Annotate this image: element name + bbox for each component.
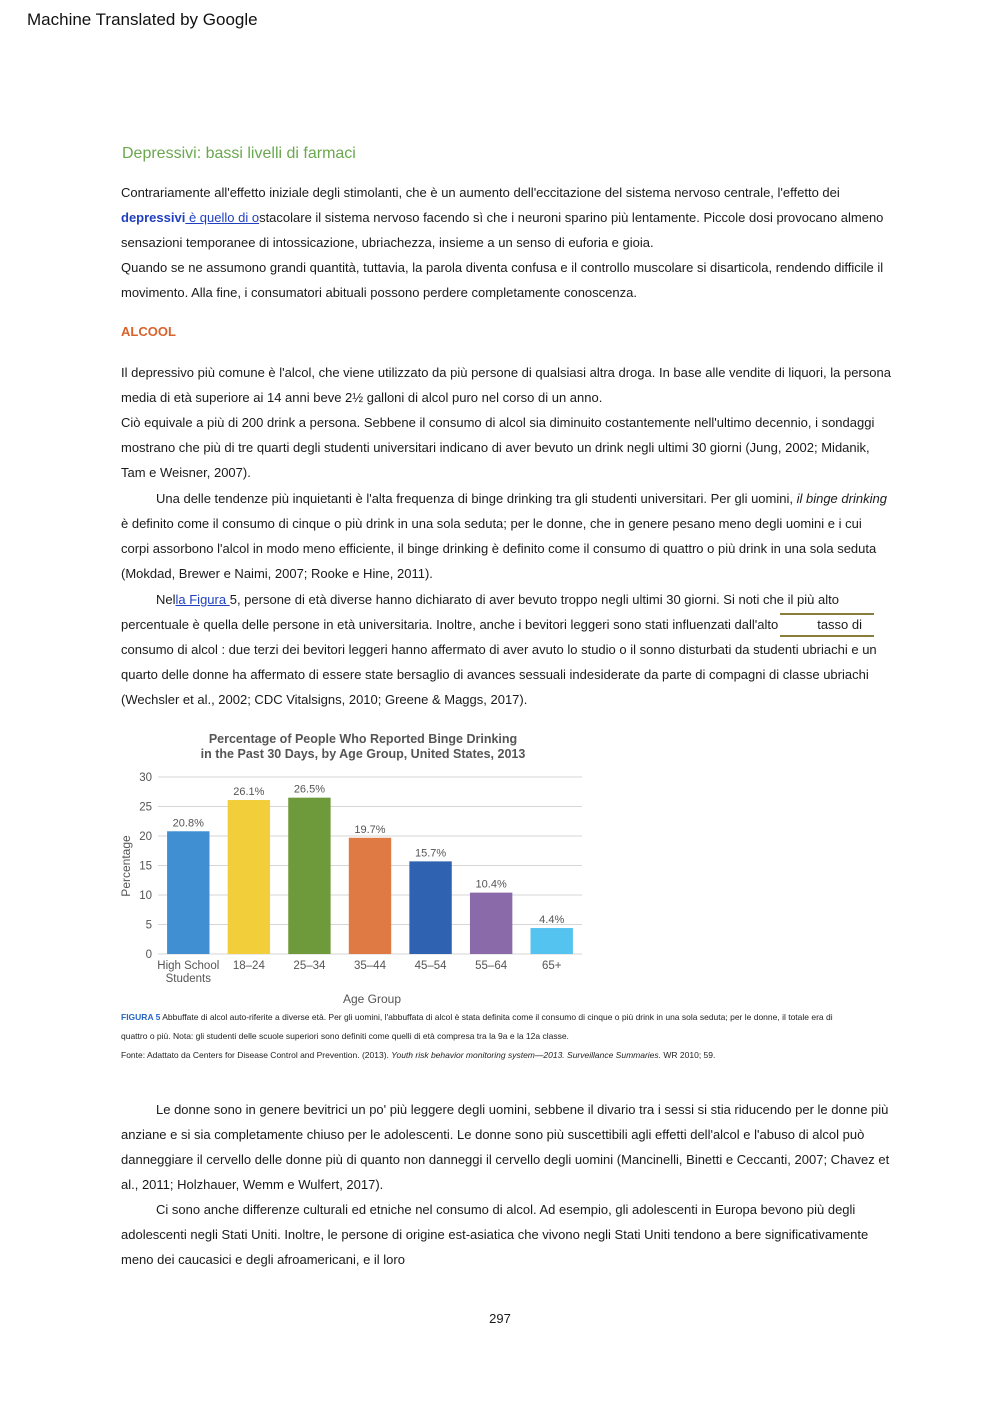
keyword-depressivi[interactable]: depressivi bbox=[121, 210, 186, 225]
alcool-block-2 bbox=[121, 486, 891, 586]
alcool-block-1 bbox=[121, 360, 891, 485]
bar-value-label: 20.8% bbox=[172, 817, 204, 830]
chart-title-line-2: in the Past 30 Days, by Age Group, United States, 2013 bbox=[200, 747, 526, 761]
x-tick-label: High School Students bbox=[157, 960, 220, 985]
alcool-heading: ALCOOL bbox=[121, 324, 176, 339]
bar bbox=[531, 928, 573, 954]
glossary-link[interactable]: è quello di o bbox=[185, 210, 260, 225]
closing-paragraph-2: Ci sono anche differenze culturali ed etniche nel consumo di alcol. Ad esempio, gli adolescenti in Europa bevono più degli adolescenti negli Stati Uniti. Inoltre, le persone di origine est-asiatica che vivono negli Stati Uniti tendono a bere significativamente meno dei caucasici e degli afroamericani, e il loro bbox=[121, 1202, 869, 1267]
caption-text bbox=[121, 1008, 841, 1046]
y-tick-label: 0 bbox=[145, 949, 152, 961]
x-axis-label: Age Group bbox=[342, 992, 402, 1006]
figure-caption bbox=[121, 1008, 841, 1065]
y-tick-label: 15 bbox=[139, 860, 152, 873]
x-tick-label: 55–64 bbox=[475, 960, 508, 972]
p3-post: è definito come il consumo di cinque o più drink in una sola seduta; per le donne, che in genere pesano meno degli uomini e i cui corpi assorbono l'alcol in modo meno efficiente, il binge drinking è definito come il consumo di quattro o più drink in una sola seduta (Mokdad, Brewer e Naimi, 2007; Rooke e Hine, 2011). bbox=[121, 516, 877, 581]
chart-title-line-1: Percentage of People Who Reported Binge Drinking bbox=[208, 732, 518, 746]
alcool-paragraph-1: Il depressivo più comune è l'alcol, che viene utilizzato da più persone di qualsiasi altra droga. In base alle vendite di liquori, la persona media di età superiore ai 14 anni beve 2½ galloni di alcol puro nel corso di un anno. bbox=[121, 365, 891, 405]
p4-pre: Nel bbox=[156, 592, 176, 607]
section-title: Depressivi: bassi livelli di farmaci bbox=[122, 145, 356, 162]
p4-mid: 5, persone di età diverse hanno dichiarato di aver bevuto troppo negli ultimi 30 giorni. Si noti che il più alto percentuale è quella delle persone in età universitaria. Inoltre, anche i bevitori leggeri sono stati influenzati dall'alto bbox=[121, 592, 839, 632]
figure-5-link[interactable]: la Figura bbox=[175, 592, 230, 607]
bar-value-label: 19.7% bbox=[354, 823, 386, 836]
intro-block bbox=[121, 180, 891, 305]
bar bbox=[470, 893, 512, 954]
tasso-di-annotation: tasso di bbox=[780, 613, 874, 637]
p3-emphasis: il binge drinking bbox=[796, 491, 887, 506]
closing-block bbox=[121, 1097, 891, 1272]
bar bbox=[288, 798, 330, 954]
intro-p1-post: stacolare il sistema nervoso facendo sì che i neuroni sparino più lentamente. Piccole dosi provocano almeno sensazioni temporanee di intossicazione, ubriachezza, insieme a un senso di euforia e gioia. bbox=[121, 210, 884, 250]
bar-value-label: 26.5% bbox=[293, 783, 326, 796]
y-tick-label: 30 bbox=[139, 772, 152, 784]
y-tick-label: 10 bbox=[139, 890, 152, 902]
bar-value-label: 10.4% bbox=[475, 878, 507, 891]
bar-value-label: 26.1% bbox=[233, 786, 265, 799]
y-tick-label: 25 bbox=[139, 801, 152, 814]
bar bbox=[228, 800, 270, 954]
intro-paragraph-2: Quando se ne assumono grandi quantità, tuttavia, la parola diventa confusa e il controllo muscolare si disarticola, rendendo difficile il movimento. Alla fine, i consumatori abituali possono perdere completamente conoscenza. bbox=[121, 260, 884, 300]
alcool-paragraph-2: Ciò equivale a più di 200 drink a persona. Sebbene il consumo di alcol sia diminuito costantemente nell'ultimo decennio, i sondaggi mostrano che più di tre quarti degli studenti universitari indicano di aver bevuto un drink negli ultimi 30 giorni (Jung, 2002; Midanik, Tam e Weisner, 2007). bbox=[121, 415, 875, 480]
bar bbox=[409, 861, 451, 954]
x-tick-label: 25–34 bbox=[293, 960, 326, 972]
x-tick-label: 65+ bbox=[541, 960, 562, 972]
bar bbox=[349, 838, 391, 954]
x-tick-label: 18–24 bbox=[232, 960, 265, 972]
y-tick-label: 5 bbox=[145, 919, 152, 932]
page-number: 297 bbox=[489, 1311, 511, 1326]
alcool-paragraph-4 bbox=[121, 587, 891, 712]
intro-paragraph-1 bbox=[121, 180, 891, 255]
alcool-paragraph-3 bbox=[121, 486, 891, 586]
caption-body: Abbuffate di alcol auto-riferite a diverse età. Per gli uomini, l'abbuffata di alcol è stata definita come il consumo di cinque o più drink in una sola seduta; per le donne, il totale era di quattro o più. Nota: gli studenti delle scuole superiori sono definiti come quelli di età compresa tra la 9a e la 12a classe. bbox=[121, 1012, 833, 1041]
y-axis-label: Percentage bbox=[119, 835, 133, 897]
chart-svg bbox=[118, 723, 588, 1008]
y-tick-label: 20 bbox=[139, 831, 152, 843]
bar bbox=[167, 831, 209, 954]
caption-figure-label: FIGURA 5 bbox=[121, 1012, 161, 1022]
p3-pre: Una delle tendenze più inquietanti è l'alta frequenza di binge drinking tra gli studenti universitari. Per gli uomini, bbox=[156, 491, 797, 506]
x-tick-label: 35–44 bbox=[354, 960, 386, 972]
closing-paragraph-1: Le donne sono in genere bevitrici un po' più leggere degli uomini, sebbene il divario tra i sessi si stia riducendo per le donne più anziane e si sia completamente chiuso per le adolescenti. Le donne sono più suscettibili agli effetti dell'alcol e l'abuso di alcol può danneggiare il cervello delle donne più di quanto non danneggi il cervello degli uomini (Mancinelli, Binetti e Ceccanti, 2007; Chavez et al., 2011; Holzhauer, Wemm e Wulfert, 2017). bbox=[121, 1102, 890, 1192]
caption-source: Fonte: Adattato da Centers for Disease Control and Prevention. (2013). Youth risk behavior monitoring system—2013. Surveillance Summaries. WR 2010; 59. bbox=[121, 1050, 716, 1060]
x-tick-label: 45–54 bbox=[414, 960, 447, 972]
binge-drinking-chart bbox=[118, 723, 588, 1008]
machine-translated-banner: Machine Translated by Google bbox=[27, 10, 258, 29]
bar-value-label: 15.7% bbox=[414, 847, 447, 860]
p4-post: consumo di alcol : due terzi dei bevitori leggeri hanno affermato di aver avuto lo studio o il sonno disturbati da studenti ubriachi e un quarto delle donne ha affermato di essere state bersaglio di avances sessuali indesiderate da parte di compagni di classe ubriachi (Wechsler et al., 2002; CDC Vitalsigns, 2010; Greene & Maggs, 2017). bbox=[121, 642, 877, 707]
intro-p1-pre: Contrariamente all'effetto iniziale degli stimolanti, che è un aumento dell'eccitazione del sistema nervoso centrale, l'effetto dei bbox=[121, 185, 840, 200]
alcool-block-3 bbox=[121, 587, 891, 712]
bar-value-label: 4.4% bbox=[539, 914, 565, 927]
